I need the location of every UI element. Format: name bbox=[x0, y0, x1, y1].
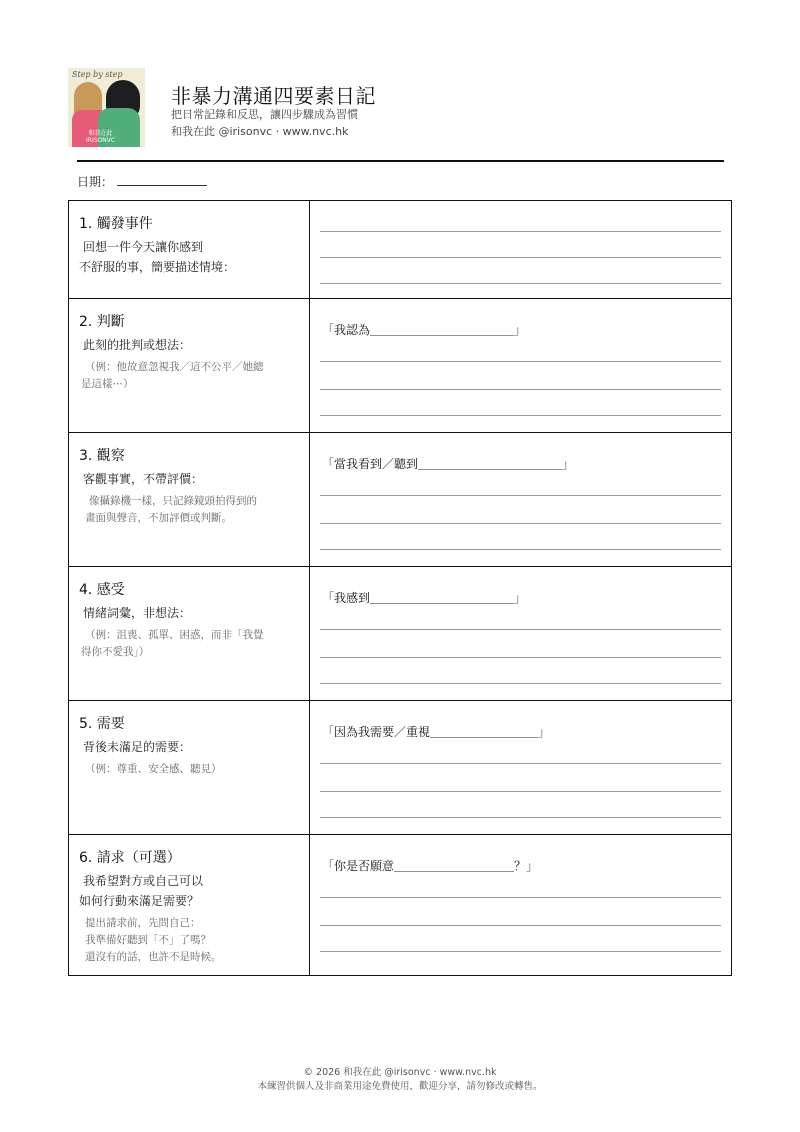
writing-area[interactable] bbox=[310, 567, 732, 701]
section-label bbox=[69, 835, 310, 976]
section-judgment bbox=[69, 299, 732, 433]
writing-line[interactable] bbox=[320, 897, 721, 898]
section-request bbox=[69, 835, 732, 976]
sentence-starter: 「我感到＿＿＿＿＿＿＿＿＿＿＿＿」 bbox=[322, 591, 527, 605]
section-label bbox=[69, 299, 310, 433]
page-subtitle: 把日常記錄和反思，讓四步驟成為習慣 bbox=[171, 108, 358, 121]
header bbox=[68, 68, 728, 148]
section-trigger bbox=[69, 201, 732, 299]
date-field[interactable] bbox=[77, 173, 207, 190]
writing-line[interactable] bbox=[320, 629, 721, 630]
section-title: 6. 請求（可選） bbox=[79, 850, 181, 866]
section-label bbox=[69, 201, 310, 299]
logo-caption: 和我在此 IRISONVC bbox=[86, 130, 116, 144]
sentence-starter: 「我認為＿＿＿＿＿＿＿＿＿＿＿＿」 bbox=[322, 323, 527, 337]
writing-line[interactable] bbox=[320, 389, 721, 390]
section-title: 5. 需要 bbox=[79, 716, 125, 732]
section-prompt: 情緒詞彙，非想法： bbox=[83, 606, 192, 620]
journal-table bbox=[68, 200, 732, 976]
writing-line[interactable] bbox=[320, 791, 721, 792]
writing-area[interactable] bbox=[310, 299, 732, 433]
writing-area[interactable] bbox=[310, 201, 732, 299]
section-feelings bbox=[69, 567, 732, 701]
sentence-starter: 「當我看到／聽到＿＿＿＿＿＿＿＿＿＿＿＿」 bbox=[322, 457, 575, 471]
sentence-starter: 「因為我需要／重視＿＿＿＿＿＿＿＿＿」 bbox=[322, 725, 551, 739]
writing-line[interactable] bbox=[320, 415, 721, 416]
section-prompt: 回想一件今天讓你感到 不舒服的事，簡要描述情境： bbox=[79, 240, 236, 274]
date-blank[interactable] bbox=[117, 175, 207, 186]
footer-license: 本練習供個人及非商業用途免費使用，歡迎分享，請勿修改或轉售。 bbox=[257, 1081, 543, 1092]
section-label bbox=[69, 567, 310, 701]
brand-logo bbox=[68, 68, 145, 147]
section-note: （例：尊重、安全感、聽見） bbox=[85, 763, 222, 775]
section-note: 提出請求前，先問自己： 我準備好聽到「不」了嗎？ 還沒有的話，也許不是時候。 bbox=[85, 917, 222, 963]
section-note: （例：他故意忽視我／這不公平／她總 是這樣⋯） bbox=[81, 361, 264, 390]
section-label bbox=[69, 701, 310, 835]
date-label: 日期： bbox=[77, 175, 114, 189]
writing-line[interactable] bbox=[320, 257, 721, 258]
section-note: 像攝錄機一樣，只記錄鏡頭拍得到的 畫面與聲音，不加評價或判斷。 bbox=[85, 495, 257, 524]
writing-line[interactable] bbox=[320, 549, 721, 550]
writing-line[interactable] bbox=[320, 817, 721, 818]
writing-line[interactable] bbox=[320, 495, 721, 496]
section-prompt: 客觀事實，不帶評價： bbox=[83, 472, 204, 486]
logo-handwriting: Step by step bbox=[72, 70, 123, 79]
writing-line[interactable] bbox=[320, 683, 721, 684]
sentence-starter: 「你是否願意＿＿＿＿＿＿＿＿＿＿？」 bbox=[322, 859, 539, 873]
writing-line[interactable] bbox=[320, 283, 721, 284]
writing-line[interactable] bbox=[320, 763, 721, 764]
section-prompt: 此刻的批判或想法： bbox=[83, 338, 192, 352]
section-title: 1. 觸發事件 bbox=[79, 216, 153, 232]
writing-line[interactable] bbox=[320, 657, 721, 658]
writing-area[interactable] bbox=[310, 835, 732, 976]
section-title: 2. 判斷 bbox=[79, 314, 125, 330]
section-prompt: 背後未滿足的需要： bbox=[83, 740, 192, 754]
section-needs bbox=[69, 701, 732, 835]
section-observation bbox=[69, 433, 732, 567]
writing-line[interactable] bbox=[320, 361, 721, 362]
section-note: （例：沮喪、孤單、困惑，而非「我覺 得你不愛我」） bbox=[81, 629, 264, 658]
page-title: 非暴力溝通四要素日記 bbox=[171, 84, 376, 108]
writing-line[interactable] bbox=[320, 231, 721, 232]
footer-copyright: © 2026 和我在此 @irisonvc · www.nvc.hk bbox=[303, 1067, 497, 1078]
section-title: 3. 觀察 bbox=[79, 448, 125, 464]
section-title: 4. 感受 bbox=[79, 582, 125, 598]
writing-area[interactable] bbox=[310, 433, 732, 567]
credit-line: 和我在此 @irisonvc · www.nvc.hk bbox=[171, 125, 349, 138]
writing-line[interactable] bbox=[320, 925, 721, 926]
writing-line[interactable] bbox=[320, 951, 721, 952]
section-label bbox=[69, 433, 310, 567]
header-divider bbox=[77, 160, 724, 162]
section-prompt: 我希望對方或自己可以 如何行動來滿足需要？ bbox=[79, 874, 204, 908]
writing-line[interactable] bbox=[320, 523, 721, 524]
writing-area[interactable] bbox=[310, 701, 732, 835]
